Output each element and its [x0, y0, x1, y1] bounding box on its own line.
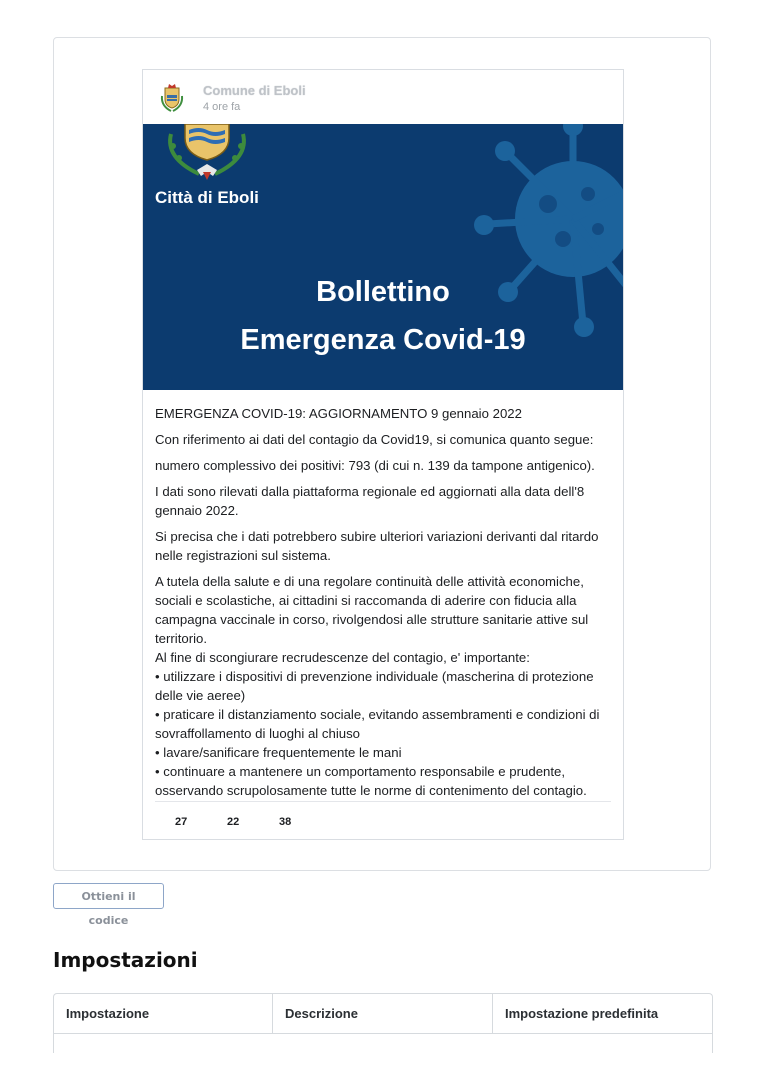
settings-heading: Impostazioni — [53, 948, 198, 972]
table-header-description: Descrizione — [273, 994, 493, 1034]
facebook-post-card — [142, 69, 624, 840]
settings-table — [53, 993, 713, 1053]
post-text — [155, 404, 613, 800]
page-name-link[interactable]: Comune di Eboli — [203, 83, 306, 98]
post-timestamp[interactable]: 4 ore fa — [203, 101, 241, 113]
post-header — [143, 70, 623, 124]
table-header-setting: Impostazione — [54, 994, 273, 1034]
post-paragraph: Si precisa che i dati potrebbero subire ulteriori variazioni derivanti dal ritardo nelle registrazioni sul sistema. — [155, 529, 599, 563]
post-paragraph: numero complessivo dei positivi: 793 (di cui n. 139 da tampone antigenico). — [155, 458, 595, 473]
post-paragraph: A tutela della salute e di una regolare continuità delle attività economiche, sociali e scolastiche, ai cittadini si raccomanda di aderire con fiducia alla campagna vaccinale in corso, rivolgendosi alle strutture sanitarie attive sul territorio. — [155, 574, 589, 646]
banner-city-name: Città di Eboli — [155, 188, 259, 207]
comments-count[interactable]: 22 — [227, 816, 240, 828]
banner-title-line2: Emergenza Covid-19 — [240, 324, 526, 356]
post-paragraph: EMERGENZA COVID-19: AGGIORNAMENTO 9 gennaio 2022 — [155, 406, 522, 421]
table-header-default: Impostazione predefinita — [493, 994, 713, 1034]
coat-of-arms-avatar-icon[interactable] — [159, 82, 185, 114]
post-bullet: • lavare/sanificare frequentemente le mani — [155, 745, 402, 760]
post-banner-image — [143, 124, 623, 390]
reactions-count[interactable]: 27 — [175, 816, 188, 828]
post-paragraph: Al fine di scongiurare recrudescenze del contagio, e' importante: — [155, 650, 530, 665]
post-engagement-bar — [155, 801, 611, 840]
banner-title-line1: Bollettino — [316, 276, 450, 308]
post-paragraph: Con riferimento ai dati del contagio da Covid19, si comunica quanto segue: — [155, 432, 594, 447]
post-bullet: • continuare a mantenere un comportamento responsabile e prudente, osservando scrupolosamente tutte le norme di contenimento del contagio. — [155, 764, 587, 798]
shares-count[interactable]: 38 — [279, 816, 292, 828]
post-bullet: • utilizzare i dispositivi di prevenzione individuale (mascherina di protezione delle vie aeree) — [155, 669, 594, 703]
get-code-button[interactable]: Ottieni il codice — [53, 883, 164, 909]
city-coat-of-arms-icon — [170, 124, 244, 180]
post-paragraph: I dati sono rilevati dalla piattaforma regionale ed aggiornati alla data dell'8 gennaio 2022. — [155, 484, 585, 518]
post-bullet: • praticare il distanziamento sociale, evitando assembramenti e condizioni di sovraffollamento di luoghi al chiuso — [155, 707, 600, 741]
